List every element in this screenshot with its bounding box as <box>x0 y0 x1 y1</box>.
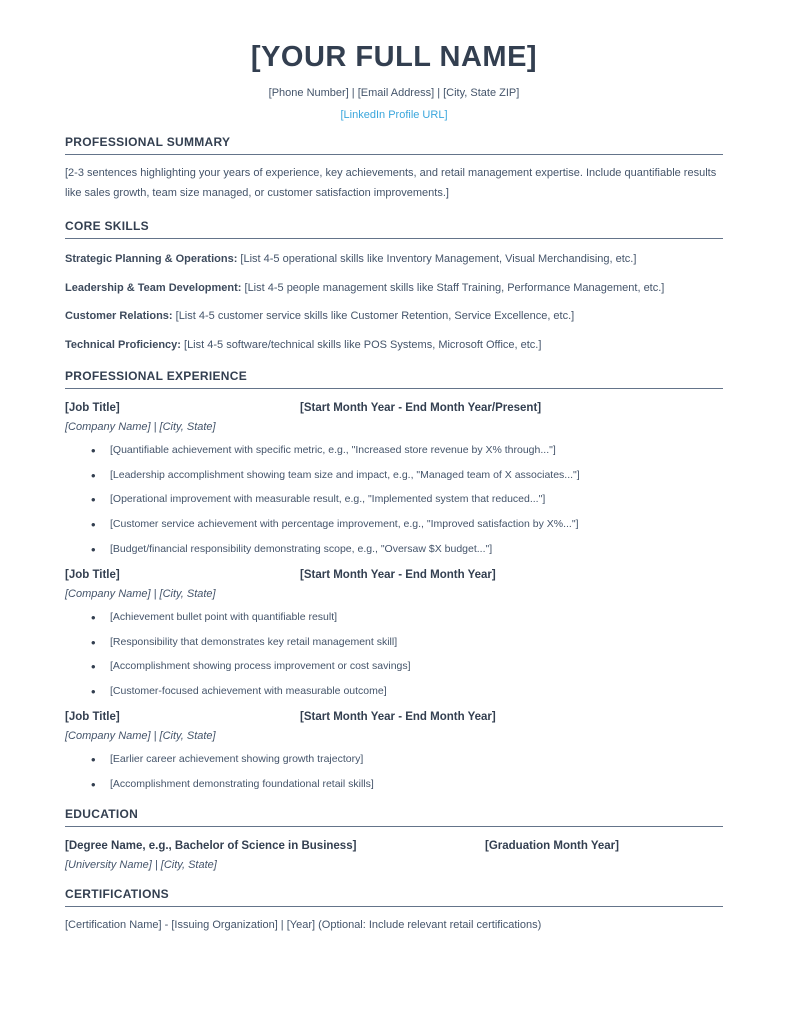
education-degree-row <box>65 840 723 852</box>
summary-placeholder-text: [2-3 sentences highlighting your years of experience, key achievements, and retail management expertise. Include quantifiable results like sales growth, team size managed, or customer satisfaction improvements.] <box>65 166 717 199</box>
job-bullet: • [Operational improvement with measurable result, e.g., "Implemented system that reduced..."] <box>65 492 723 506</box>
job-bullet: • [Budget/financial responsibility demonstrating scope, e.g., "Oversaw $X budget..."] <box>65 542 723 556</box>
skill-label: Customer Relations: <box>65 310 173 323</box>
company-line: [Company Name] | [City, State] <box>65 730 216 743</box>
job-bullet: • [Achievement bullet point with quantifiable result] <box>65 610 723 624</box>
skill-line-technical-proficiency <box>65 338 723 353</box>
skill-text: [List 4-5 customer service skills like Customer Retention, Service Excellence, etc.] <box>172 310 575 323</box>
company-line: [Company Name] | [City, State] <box>65 421 216 434</box>
job-bullet: • [Customer-focused achievement with measurable outcome] <box>65 684 723 698</box>
section-heading-education: EDUCATION <box>65 807 723 827</box>
skill-label: Leadership & Team Development: <box>65 281 242 294</box>
full-name-title: [YOUR FULL NAME] <box>250 41 538 73</box>
university-line: [University Name] | [City, State] <box>65 858 217 871</box>
job-bullet: • [Earlier career achievement showing growth trajectory] <box>65 752 723 766</box>
contact-info-line: [Phone Number] | [Email Address] | [City, State ZIP] <box>268 86 520 99</box>
job-entry-2 <box>65 569 723 698</box>
job-title-row <box>65 569 723 581</box>
skill-label: Technical Proficiency: <box>65 338 181 351</box>
skill-line-leadership <box>65 281 723 296</box>
skill-line-customer-relations <box>65 309 723 324</box>
skill-text: [List 4-5 operational skills like Inventory Management, Visual Merchandising, etc.] <box>237 253 637 266</box>
job-bullet: • [Accomplishment showing process improvement or cost savings] <box>65 659 723 673</box>
job-title-row <box>65 711 723 723</box>
job-title: [Job Title] <box>65 402 120 415</box>
certification-placeholder-text: [Certification Name] - [Issuing Organization] | [Year] (Optional: Include relevant retail certifications) <box>65 918 542 931</box>
skill-text: [List 4-5 software/technical skills like POS Systems, Microsoft Office, etc.] <box>180 338 542 351</box>
skill-text: [List 4-5 people management skills like Staff Training, Performance Management, etc.] <box>241 281 665 294</box>
section-heading-professional-experience: PROFESSIONAL EXPERIENCE <box>65 369 723 389</box>
job-dates: [Start Month Year - End Month Year] <box>300 568 496 581</box>
graduation-date: [Graduation Month Year] <box>485 839 619 852</box>
skill-label: Strategic Planning & Operations: <box>65 253 238 266</box>
company-line: [Company Name] | [City, State] <box>65 587 216 600</box>
job-bullet-list <box>65 443 723 556</box>
linkedin-line <box>65 109 723 121</box>
job-entry-3 <box>65 711 723 791</box>
section-heading-certifications: CERTIFICATIONS <box>65 887 723 907</box>
job-bullet-list <box>65 752 723 791</box>
job-bullet: • [Leadership accomplishment showing team size and impact, e.g., "Managed team of X associates..."] <box>65 468 723 482</box>
job-dates: [Start Month Year - End Month Year/Present] <box>300 402 542 415</box>
job-entry-1 <box>65 402 723 556</box>
job-bullet-list <box>65 610 723 698</box>
degree-name: [Degree Name, e.g., Bachelor of Science in Business] <box>65 839 357 852</box>
job-dates: [Start Month Year - End Month Year] <box>300 711 496 724</box>
job-bullet: • [Responsibility that demonstrates key retail management skill] <box>65 635 723 649</box>
section-heading-professional-summary: PROFESSIONAL SUMMARY <box>65 135 723 155</box>
job-title: [Job Title] <box>65 568 120 581</box>
skill-line-strategic-planning <box>65 252 723 267</box>
job-title-row <box>65 402 723 414</box>
section-heading-core-skills: CORE SKILLS <box>65 219 723 239</box>
job-title: [Job Title] <box>65 711 120 724</box>
job-bullet: • [Accomplishment demonstrating foundational retail skills] <box>65 777 723 791</box>
job-bullet: • [Quantifiable achievement with specific metric, e.g., "Increased store revenue by X% through..."] <box>65 443 723 457</box>
job-bullet: • [Customer service achievement with percentage improvement, e.g., "Improved satisfaction by X%..."] <box>65 517 723 531</box>
linkedin-profile-link[interactable]: [LinkedIn Profile URL] <box>340 108 448 121</box>
